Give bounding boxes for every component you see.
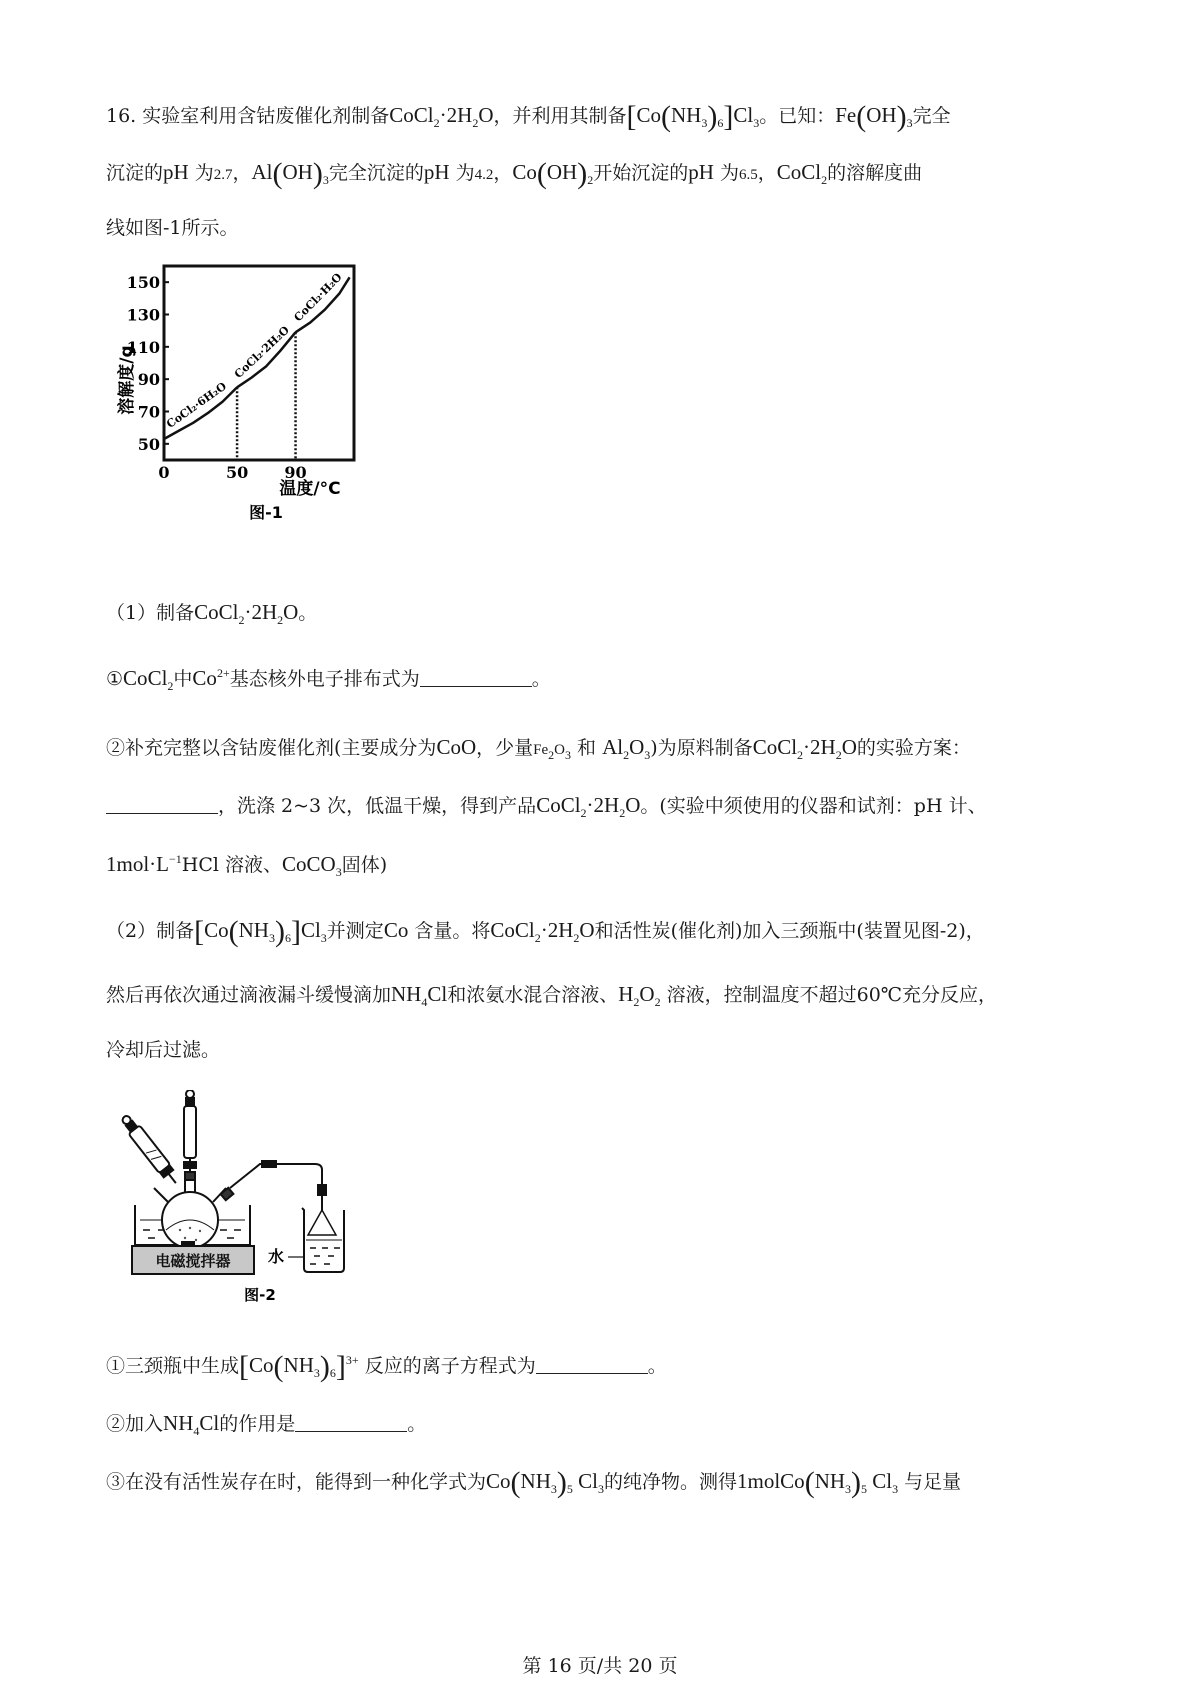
formula-cocl2-2h2o: $CoCl_2\cdot 2H_2O$ — [490, 918, 595, 945]
part2-q1 — [106, 1351, 1110, 1381]
answer-blank[interactable] — [106, 795, 218, 814]
text: 在没有活性炭存在时，能得到一种化学式为 — [125, 1471, 487, 1493]
text: 。 — [407, 1413, 427, 1435]
text: 与足量 — [904, 1471, 962, 1493]
x-tick-label: 50 — [225, 463, 249, 482]
text: 实验室利用含钴废催化剂制备 — [142, 105, 390, 127]
beaker-with-water — [288, 1208, 344, 1272]
formula-nh4cl: $NH_4Cl$ — [163, 1411, 220, 1438]
sub-question-label: ① — [106, 1355, 126, 1377]
formula-1mol-co-nh3-5-cl3: $1molCo(NH_3)_5$ $Cl_3$ — [737, 1466, 899, 1499]
al-ph-value: 4.2 — [474, 167, 494, 183]
answer-blank[interactable] — [536, 1355, 648, 1374]
page-footer: 第 16 页/共 20 页 — [522, 1655, 678, 1677]
text: 和活性炭(催化剂)加入三颈瓶中(装置见图-2)， — [594, 920, 985, 942]
text: 完全沉淀的 — [328, 162, 424, 184]
part1-q2-line1 — [106, 733, 1110, 764]
chart-ticks — [127, 273, 307, 482]
formula-coco3: CoCO$_3$ — [282, 852, 342, 879]
part2-q3 — [106, 1467, 1110, 1497]
text: （1）制备 — [106, 602, 195, 624]
part2-q2 — [106, 1409, 1110, 1438]
part2-line3 — [106, 1036, 1110, 1064]
text: 加入 — [125, 1413, 164, 1435]
fe-ph-value: 2.7 — [213, 167, 233, 183]
water-label: 水 — [267, 1247, 284, 1266]
text: 反应的离子方程式为 — [364, 1355, 536, 1377]
co-text: Co — [383, 918, 409, 942]
formula-cocl2: CoCl$_2$ — [123, 666, 174, 693]
question-number: 16. — [106, 105, 137, 127]
y-tick-label: 150 — [126, 273, 160, 293]
figure-1-caption: 图-1 — [249, 503, 283, 522]
text: 。(实验中须使用的仪器和试剂：pH 计、 — [640, 795, 987, 817]
ph-text: pH — [163, 160, 189, 184]
part2-line2 — [106, 980, 1110, 1009]
text: 固体) — [341, 854, 388, 876]
series-label: CoCl₂·6H₂O — [164, 379, 229, 431]
sub-question-label: ③ — [106, 1471, 126, 1493]
formula-hcl-concentration: $1mol\cdot L^{-1}$ — [106, 852, 182, 876]
part1-q1 — [106, 664, 1110, 693]
formula-h2o2: $H_2O_2$ — [618, 982, 661, 1009]
text: 溶液，控制温度不超过60℃充分反应， — [666, 984, 998, 1006]
text: )为原料制备 — [650, 737, 753, 759]
text: 冷却后过滤。 — [106, 1039, 221, 1061]
y-tick-label: 90 — [137, 370, 160, 390]
y-tick-label: 50 — [137, 434, 160, 454]
answer-blank[interactable] — [295, 1413, 407, 1432]
three-neck-flask — [154, 1180, 226, 1248]
text: 为 — [455, 162, 475, 184]
formula-co-nh3-5-cl3: $Co(NH_3)_5$ $Cl_3$ — [486, 1466, 604, 1499]
text: 。已知： — [759, 105, 836, 127]
y-tick-label: 130 — [126, 305, 160, 325]
text: 的实验方案： — [856, 737, 971, 759]
formula-cocl2-2h2o: $CoCl_2\cdot 2H_2O$ — [194, 600, 299, 627]
sub-question-label: ② — [106, 737, 126, 759]
sub-question-label: ① — [106, 668, 124, 690]
intro-line-2 — [106, 158, 1110, 189]
formula-coo: CoO — [436, 735, 477, 759]
series-label: CoCl₂·H₂O — [291, 270, 345, 325]
text: 和 — [577, 737, 597, 759]
text: ，并利用其制备 — [493, 105, 627, 127]
part2-heading — [106, 916, 1110, 946]
formula-al2o3: $Al_2O_3$ — [602, 735, 651, 762]
x-tick-label: 0 — [158, 463, 170, 482]
text: 的作用是 — [219, 1413, 296, 1435]
text: ，少量 — [476, 737, 534, 759]
formula-cocl2-2h2o: $CoCl_2\cdot 2H_2O$ — [536, 793, 641, 820]
text: ，洗涤 2~3 次，低温干燥，得到产品 — [218, 795, 537, 817]
formula-cocl2-2h2o: $CoCl_2\cdot 2H_2O$ — [752, 735, 857, 762]
text: （2）制备 — [106, 920, 195, 942]
series-label: CoCl₂·2H₂O — [231, 323, 292, 381]
stirrer-label: 电磁搅拌器 — [155, 1252, 231, 1270]
text: 。 — [531, 668, 551, 690]
text: 的溶解度曲 — [827, 162, 923, 184]
text: ， — [232, 162, 252, 184]
formula-cocl2-2h2o: $CoCl_2\cdot 2H_2O$ — [389, 103, 494, 130]
text: 开始沉淀的 — [593, 162, 689, 184]
figure-1-solubility-chart — [108, 262, 398, 562]
formula-co-oh-2: $Co(OH)_2$ — [512, 157, 594, 190]
text: ， — [757, 162, 777, 184]
intro-line-3 — [106, 214, 1110, 242]
intro-line-1 — [106, 101, 1110, 131]
x-tick-label: 90 — [284, 463, 307, 482]
text: 。 — [298, 602, 318, 624]
dropping-funnel-vertical — [184, 1090, 196, 1180]
co-ph-value: 6.5 — [738, 167, 758, 183]
x-axis-label: 温度/°C — [279, 479, 341, 499]
text: 。 — [647, 1355, 667, 1377]
text: 为 — [194, 162, 214, 184]
formula-cocl2: CoCl$_2$ — [776, 160, 828, 187]
text: 补充完整以含钴废催化剂(主要成分为 — [125, 737, 437, 759]
text: 三颈瓶中生成 — [125, 1355, 240, 1377]
text: ， — [493, 162, 513, 184]
text: 沉淀的 — [106, 162, 164, 184]
formula-fe2o3: $Fe_2O_3$ — [533, 742, 571, 762]
figure-2-apparatus-diagram — [110, 1090, 360, 1315]
dropping-funnel-angled — [119, 1113, 182, 1188]
y-tick-label: 110 — [126, 337, 160, 357]
text: HCl 溶液、 — [181, 854, 283, 876]
figure-2-caption: 图-2 — [244, 1286, 276, 1304]
formula-co-nh3-6-cl3: $[Co(NH_3)_6]Cl_3$ — [194, 915, 327, 948]
text: 为 — [719, 162, 739, 184]
part1-q2-line3 — [106, 850, 1110, 879]
text: 并测定 — [326, 920, 384, 942]
text: 线如图-1所示。 — [106, 217, 239, 239]
formula-co2plus: $Co^{2+}$ — [192, 666, 230, 690]
part1-heading — [106, 598, 1110, 627]
formula-co-nh3-6-3plus: $[Co(NH_3)_6]^{3+}$ — [239, 1350, 359, 1383]
text: 含量。将 — [414, 920, 491, 942]
y-tick-label: 70 — [137, 402, 160, 422]
answer-blank[interactable] — [420, 668, 532, 687]
part1-q2-line2 — [106, 791, 1110, 820]
gas-tube — [221, 1161, 336, 1235]
text: 完全 — [912, 105, 951, 127]
ph-text: pH — [423, 160, 450, 184]
chart-labels — [164, 270, 345, 431]
ph-text: pH — [688, 160, 714, 184]
text: 中 — [173, 668, 193, 690]
text: 和浓氨水混合溶液、 — [447, 984, 619, 1006]
formula-al-oh-3: $Al(OH)_3$ — [251, 157, 329, 190]
formula-nh4cl: $NH_4Cl$ — [391, 982, 448, 1009]
formula-fe-oh-3: $Fe(OH)_3$ — [835, 100, 913, 133]
y-axis-label: 溶解度/g — [117, 345, 137, 415]
text: 的纯净物。测得 — [603, 1471, 737, 1493]
formula-co-nh3-6-cl3: $[Co(NH_3)_6]Cl_3$ — [626, 100, 760, 133]
magnetic-stirrer — [132, 1246, 254, 1274]
sub-question-label: ② — [106, 1413, 126, 1435]
text: 基态核外电子排布式为 — [229, 668, 420, 690]
text: 然后再依次通过滴液漏斗缓慢滴加 — [106, 984, 392, 1006]
